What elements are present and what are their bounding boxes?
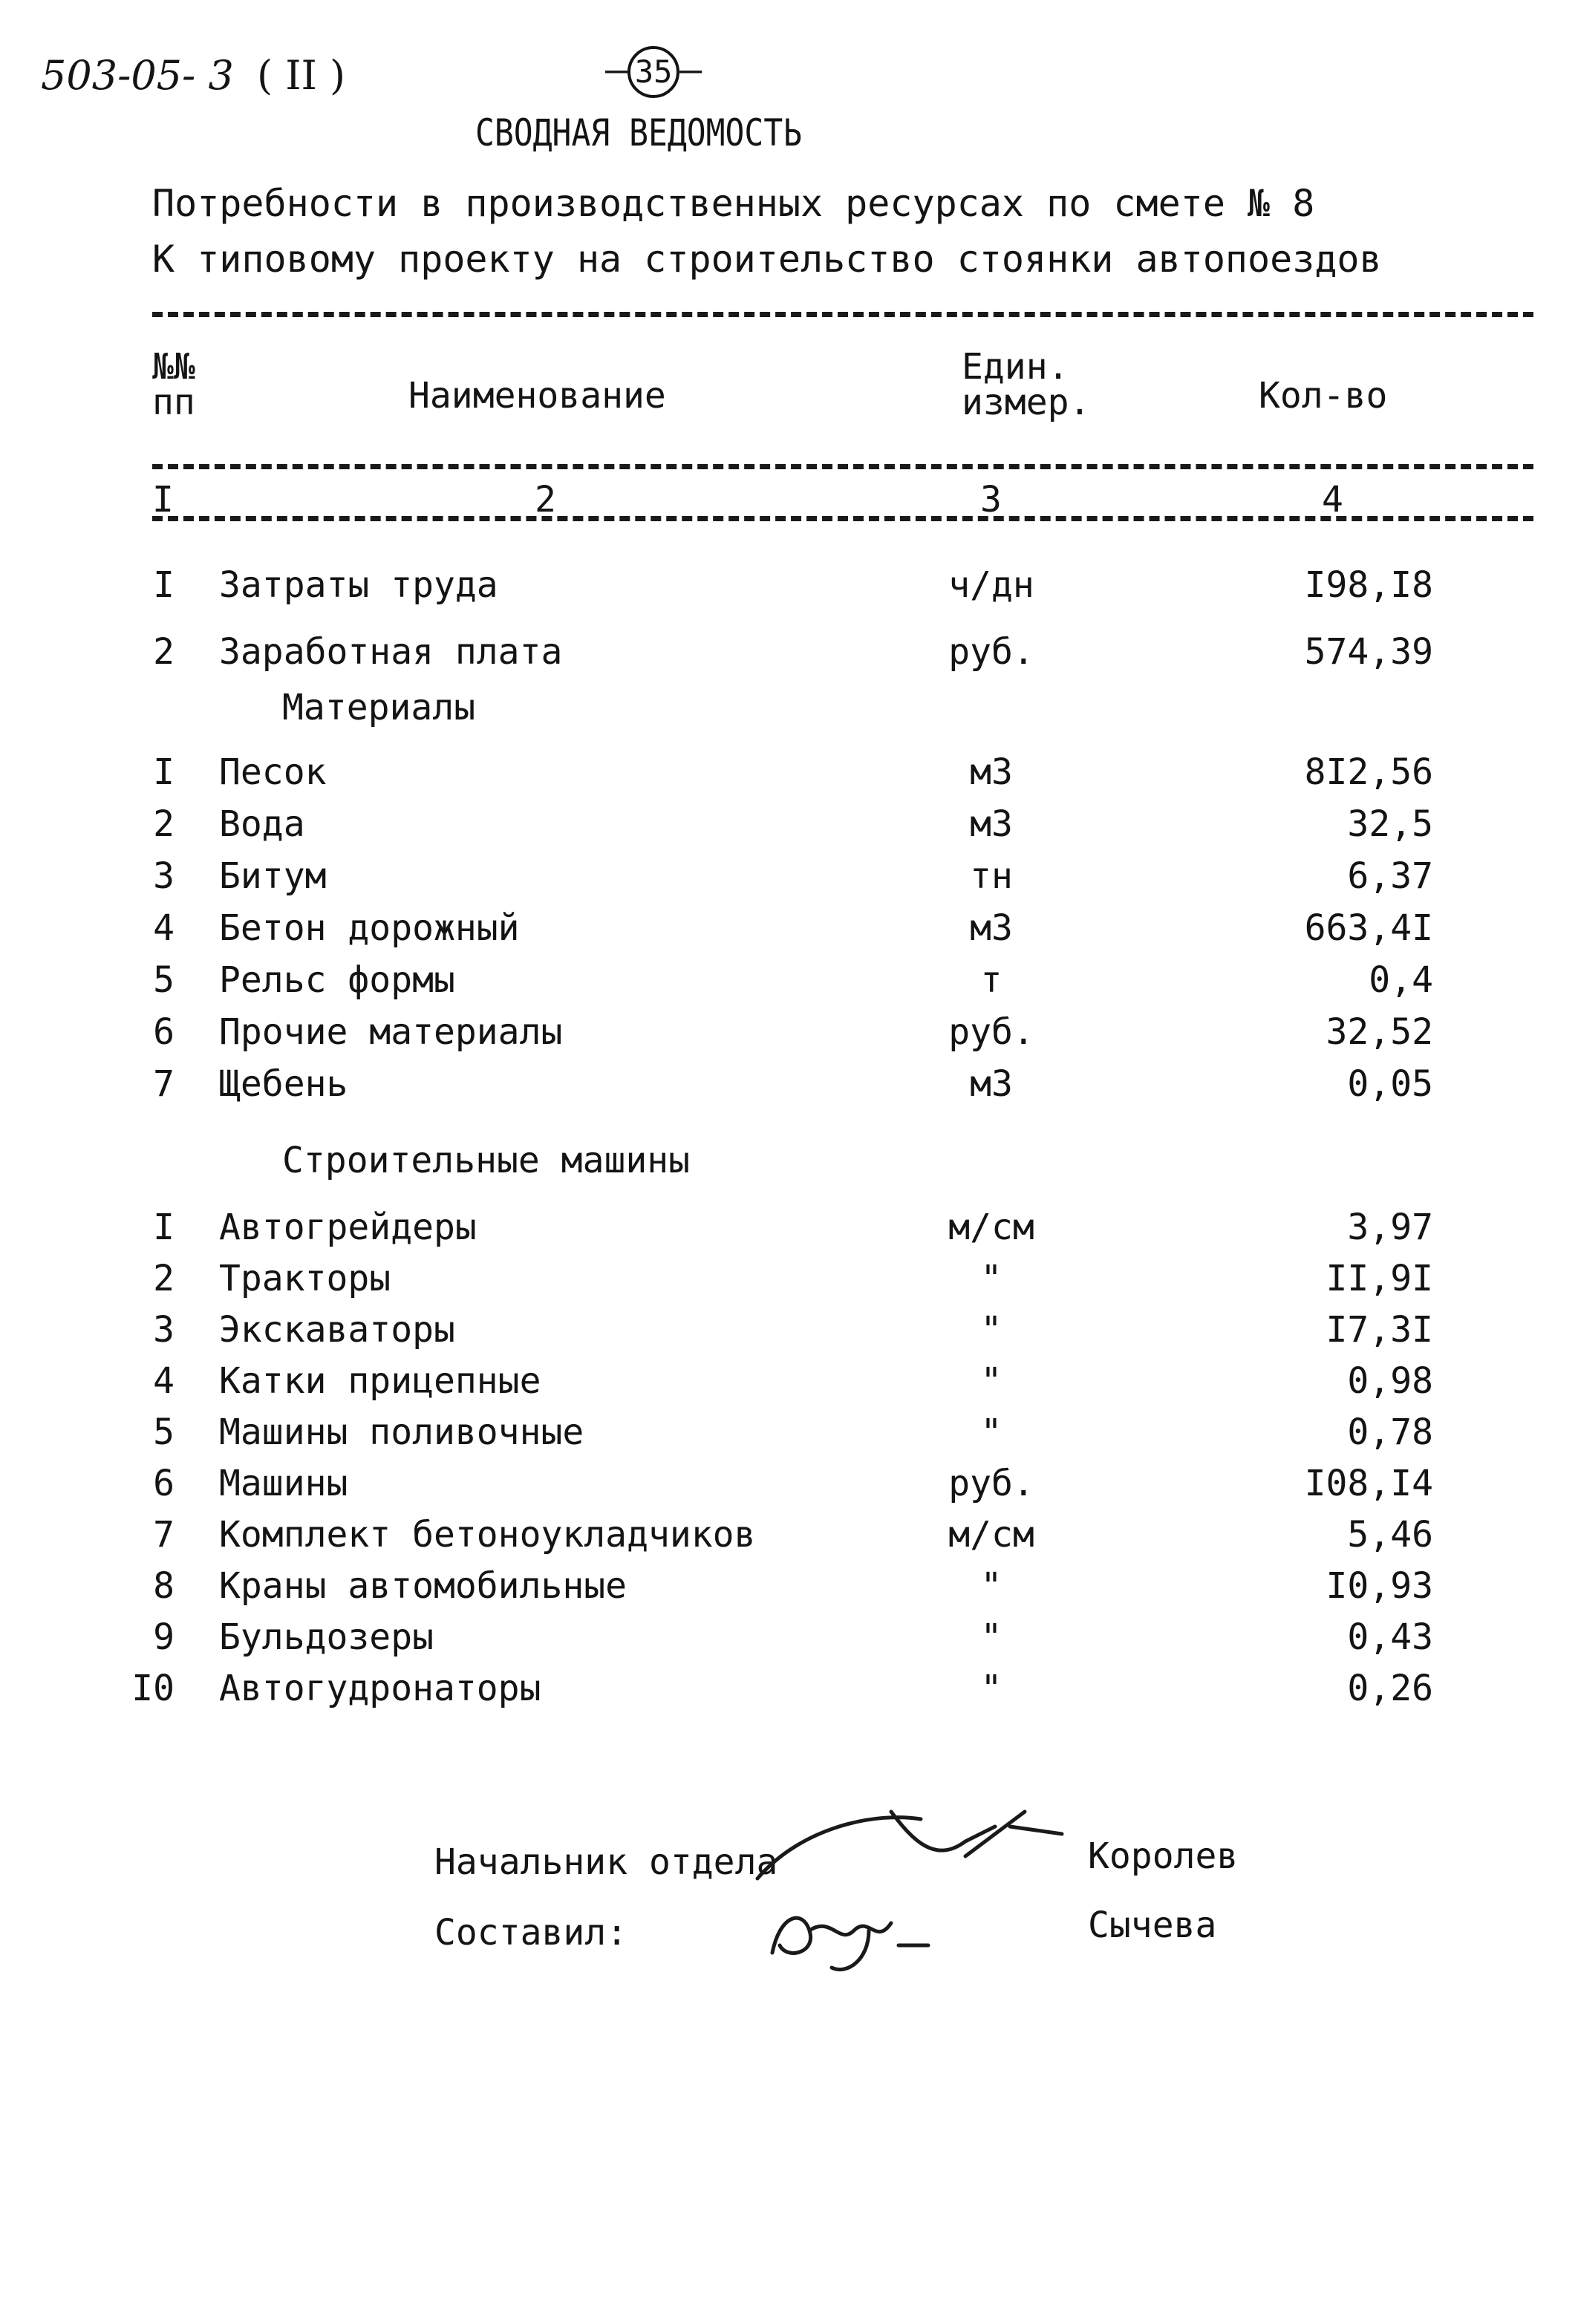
row-quantity: 0,26 — [1347, 1668, 1433, 1709]
row-unit: т — [980, 959, 1002, 1001]
col-header-name: Наименование — [408, 375, 666, 417]
doc-code — [41, 52, 345, 99]
row-quantity: 8I2,56 — [1304, 751, 1433, 793]
row-name: Бульдозеры — [219, 1616, 434, 1658]
row-quantity: 6,37 — [1347, 855, 1433, 897]
page-title: СВОДНАЯ ВЕДОМОСТЬ — [475, 111, 803, 154]
row-name: Экскаваторы — [219, 1309, 455, 1351]
row-name: Катки прицепные — [219, 1360, 541, 1402]
col-header-qty: Кол-во — [1259, 375, 1388, 417]
row-number: 3 — [153, 1309, 175, 1351]
row-unit: " — [980, 1360, 1002, 1402]
row-number: 9 — [153, 1616, 175, 1658]
row-number: 4 — [153, 907, 175, 949]
row-quantity: 32,5 — [1347, 803, 1433, 845]
row-name: Песок — [219, 751, 327, 793]
row-name: Тракторы — [219, 1258, 391, 1299]
doc-code-part: ( II ) — [256, 52, 346, 99]
row-quantity: 0,78 — [1347, 1411, 1433, 1453]
row-name: Вода — [219, 803, 305, 845]
row-quantity: 0,4 — [1369, 959, 1433, 1001]
row-unit: м/см — [948, 1207, 1034, 1248]
row-name: Автогудронаторы — [219, 1668, 541, 1709]
row-quantity: I7,3I — [1326, 1309, 1433, 1351]
row-name: Заработная плата — [219, 631, 563, 673]
row-quantity: 574,39 — [1304, 631, 1433, 673]
row-quantity: 0,05 — [1347, 1063, 1433, 1105]
row-unit: " — [980, 1565, 1002, 1607]
row-quantity: II,9I — [1326, 1258, 1433, 1299]
doc-code-number: 503-05- 3 — [41, 52, 234, 99]
row-unit: " — [980, 1668, 1002, 1709]
page-number: – 35 – — [605, 46, 702, 98]
row-name: Комплект бетоноукладчиков — [219, 1514, 756, 1556]
subtitle-line-2: К типовому проекту на строительство стоянки автопоездов — [152, 238, 1382, 281]
signature-compiled-name: Сычева — [1088, 1904, 1217, 1946]
row-number: 8 — [153, 1565, 175, 1607]
row-name: Машины — [219, 1463, 348, 1504]
section-heading-materials: Материалы — [282, 687, 476, 728]
handwritten-signature-head — [743, 1797, 1069, 1893]
row-unit: " — [980, 1309, 1002, 1351]
row-unit: тн — [970, 855, 1013, 897]
section-heading-machines: Строительные машины — [282, 1140, 691, 1181]
row-quantity: 32,52 — [1326, 1011, 1433, 1053]
row-quantity: 0,43 — [1347, 1616, 1433, 1658]
handwritten-signature-compiled — [757, 1886, 936, 1982]
row-number: 6 — [153, 1463, 175, 1504]
row-quantity: 5,46 — [1347, 1514, 1433, 1556]
divider-colnums — [152, 516, 1533, 521]
signature-head-name: Королев — [1088, 1835, 1239, 1877]
row-number: 2 — [153, 1258, 175, 1299]
row-number: 7 — [153, 1063, 175, 1105]
row-unit: руб. — [948, 1463, 1034, 1504]
row-name: Бетон дорожный — [219, 907, 520, 949]
row-unit: м3 — [970, 751, 1013, 793]
row-unit: " — [980, 1616, 1002, 1658]
row-number: 5 — [153, 1411, 175, 1453]
row-name: Щебень — [219, 1063, 348, 1105]
row-number: 7 — [153, 1514, 175, 1556]
row-name: Автогрейдеры — [219, 1207, 477, 1248]
row-unit: руб. — [948, 631, 1034, 673]
row-number: 2 — [153, 803, 175, 845]
row-unit: " — [980, 1411, 1002, 1453]
row-quantity: I98,I8 — [1304, 564, 1433, 606]
row-name: Краны автомобильные — [219, 1565, 627, 1607]
row-name: Битум — [219, 855, 327, 897]
row-number: 2 — [153, 631, 175, 673]
col-number-4: 4 — [1322, 479, 1343, 520]
col-number-2: 2 — [535, 479, 556, 520]
divider-header — [152, 464, 1533, 469]
col-number-1: I — [152, 479, 174, 520]
signature-compiled-label: Составил: — [434, 1912, 628, 1953]
row-unit: руб. — [948, 1011, 1034, 1053]
row-unit: м3 — [970, 907, 1013, 949]
row-number: I — [153, 564, 175, 606]
row-quantity: 3,97 — [1347, 1207, 1433, 1248]
row-quantity: 0,98 — [1347, 1360, 1433, 1402]
col-number-3: 3 — [980, 479, 1002, 520]
row-number: 6 — [153, 1011, 175, 1053]
row-number: 4 — [153, 1360, 175, 1402]
row-number: I — [153, 751, 175, 793]
col-header-unit: Един. измер. — [962, 346, 1091, 423]
row-number: 3 — [153, 855, 175, 897]
row-number: 5 — [153, 959, 175, 1001]
row-unit: ч/дн — [948, 564, 1034, 606]
signature-head-label: Начальник отдела — [434, 1841, 778, 1883]
row-unit: м/см — [948, 1514, 1034, 1556]
row-quantity: 663,4I — [1304, 907, 1433, 949]
row-unit: м3 — [970, 1063, 1013, 1105]
col-header-num: №№ пп — [152, 346, 195, 423]
row-name: Затраты труда — [219, 564, 498, 606]
row-number: I — [153, 1207, 175, 1248]
row-quantity: I0,93 — [1326, 1565, 1433, 1607]
row-unit: м3 — [970, 803, 1013, 845]
subtitle-line-1: Потребности в производственных ресурсах по смете № 8 — [152, 182, 1315, 225]
row-name: Рельс формы — [219, 959, 455, 1001]
row-unit: " — [980, 1258, 1002, 1299]
row-name: Машины поливочные — [219, 1411, 584, 1453]
divider-top — [152, 312, 1533, 317]
row-quantity: I08,I4 — [1304, 1463, 1433, 1504]
page-number-circle: 35 — [627, 46, 679, 98]
row-name: Прочие материалы — [219, 1011, 563, 1053]
row-number: I0 — [131, 1668, 175, 1709]
